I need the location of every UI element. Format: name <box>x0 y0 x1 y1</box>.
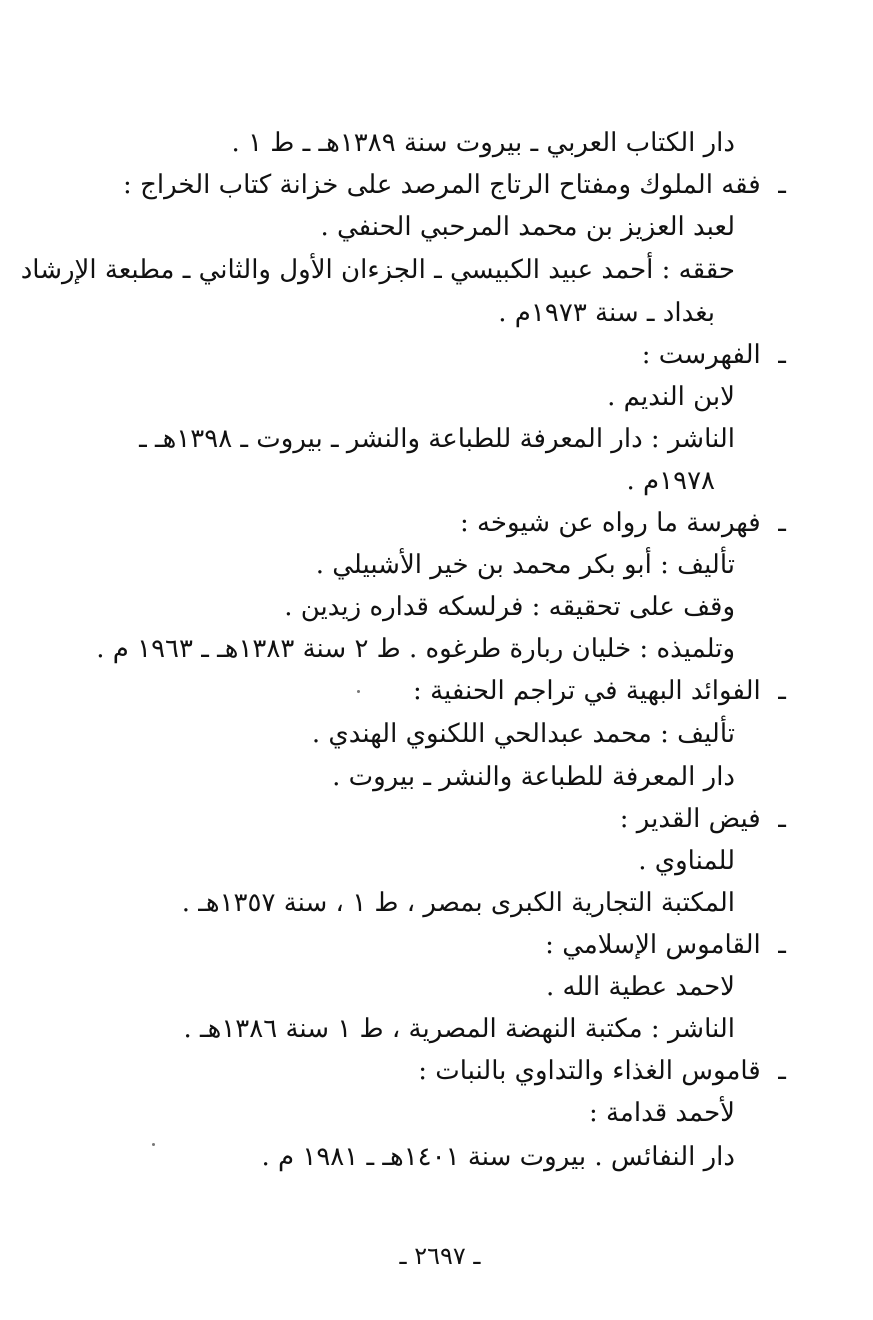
entry-line: بغداد ـ سنة ١٩٧٣م . <box>498 298 715 328</box>
entry-dash: ـ <box>778 1056 786 1086</box>
entry-line: ـ قاموس الغذاء والتداوي بالنبات : <box>418 1050 795 1092</box>
entry-dash: ـ <box>778 170 786 200</box>
entry-line: تأليف : محمد عبدالحي اللكنوي الهندي . <box>311 719 735 749</box>
entry-line: وقف على تحقيقه : فرلسكه قداره زيدين . <box>284 592 735 622</box>
entry-line: دار المعرفة للطباعة والنشر ـ بيروت . <box>332 762 735 792</box>
entry-line: ـ فقه الملوك ومفتاح الرتاج المرصد على خزانة كتاب الخراج : <box>123 164 795 206</box>
entry-line: لابن النديم . <box>607 382 735 412</box>
entry-line: ـ فيض القدير : <box>620 798 795 840</box>
entry-line: ١٩٧٨م . <box>626 466 715 496</box>
entry-line: دار النفائس . بيروت سنة ١٤٠١هـ ـ ١٩٨١ م . <box>261 1142 735 1172</box>
entry-line: لأحمد قدامة : <box>588 1098 735 1128</box>
entry-dash: ـ <box>778 340 786 370</box>
entry-line: للمناوي . <box>638 846 735 876</box>
entry-line: ـ القاموس الإسلامي : <box>545 924 795 966</box>
entry-line: وتلميذه : خليان ربارة طرغوه . ط ٢ سنة ١٣٨٣هـ ـ ١٩٦٣ م . <box>96 634 735 664</box>
entry-line: ـ الفهرست : <box>642 334 795 376</box>
entry-line: دار الكتاب العربي ـ بيروت سنة ١٣٨٩هـ ـ ط ١ . <box>231 128 735 158</box>
entry-line: الناشر : مكتبة النهضة المصرية ، ط ١ سنة ١٣٨٦هـ . <box>183 1014 735 1044</box>
entry-line: تأليف : أبو بكر محمد بن خير الأشبيلي . <box>315 550 735 580</box>
entry-line: حققه : أحمد عبيد الكبيسي ـ الجزءان الأول والثاني ـ مطبعة الإرشاد <box>20 255 735 285</box>
page-number: ـ ٢٦٩٧ ـ <box>399 1242 481 1270</box>
entry-line: الناشر : دار المعرفة للطباعة والنشر ـ بيروت ـ ١٣٩٨هـ ـ <box>139 424 735 454</box>
entry-line: ـ فهرسة ما رواه عن شيوخه : <box>460 502 795 544</box>
scan-speck <box>152 1143 155 1146</box>
entry-dash: ـ <box>778 930 786 960</box>
entry-dash: ـ <box>778 508 786 538</box>
entry-line: ـ الفوائد البهية في تراجم الحنفية : <box>413 670 795 712</box>
scan-speck <box>357 690 360 693</box>
entry-line: المكتبة التجارية الكبرى بمصر ، ط ١ ، سنة ١٣٥٧هـ . <box>181 888 735 918</box>
entry-dash: ـ <box>778 676 786 706</box>
entry-line: لاحمد عطية الله . <box>546 972 735 1002</box>
entry-line: لعبد العزيز بن محمد المرحبي الحنفي . <box>320 212 735 242</box>
entry-dash: ـ <box>778 804 786 834</box>
